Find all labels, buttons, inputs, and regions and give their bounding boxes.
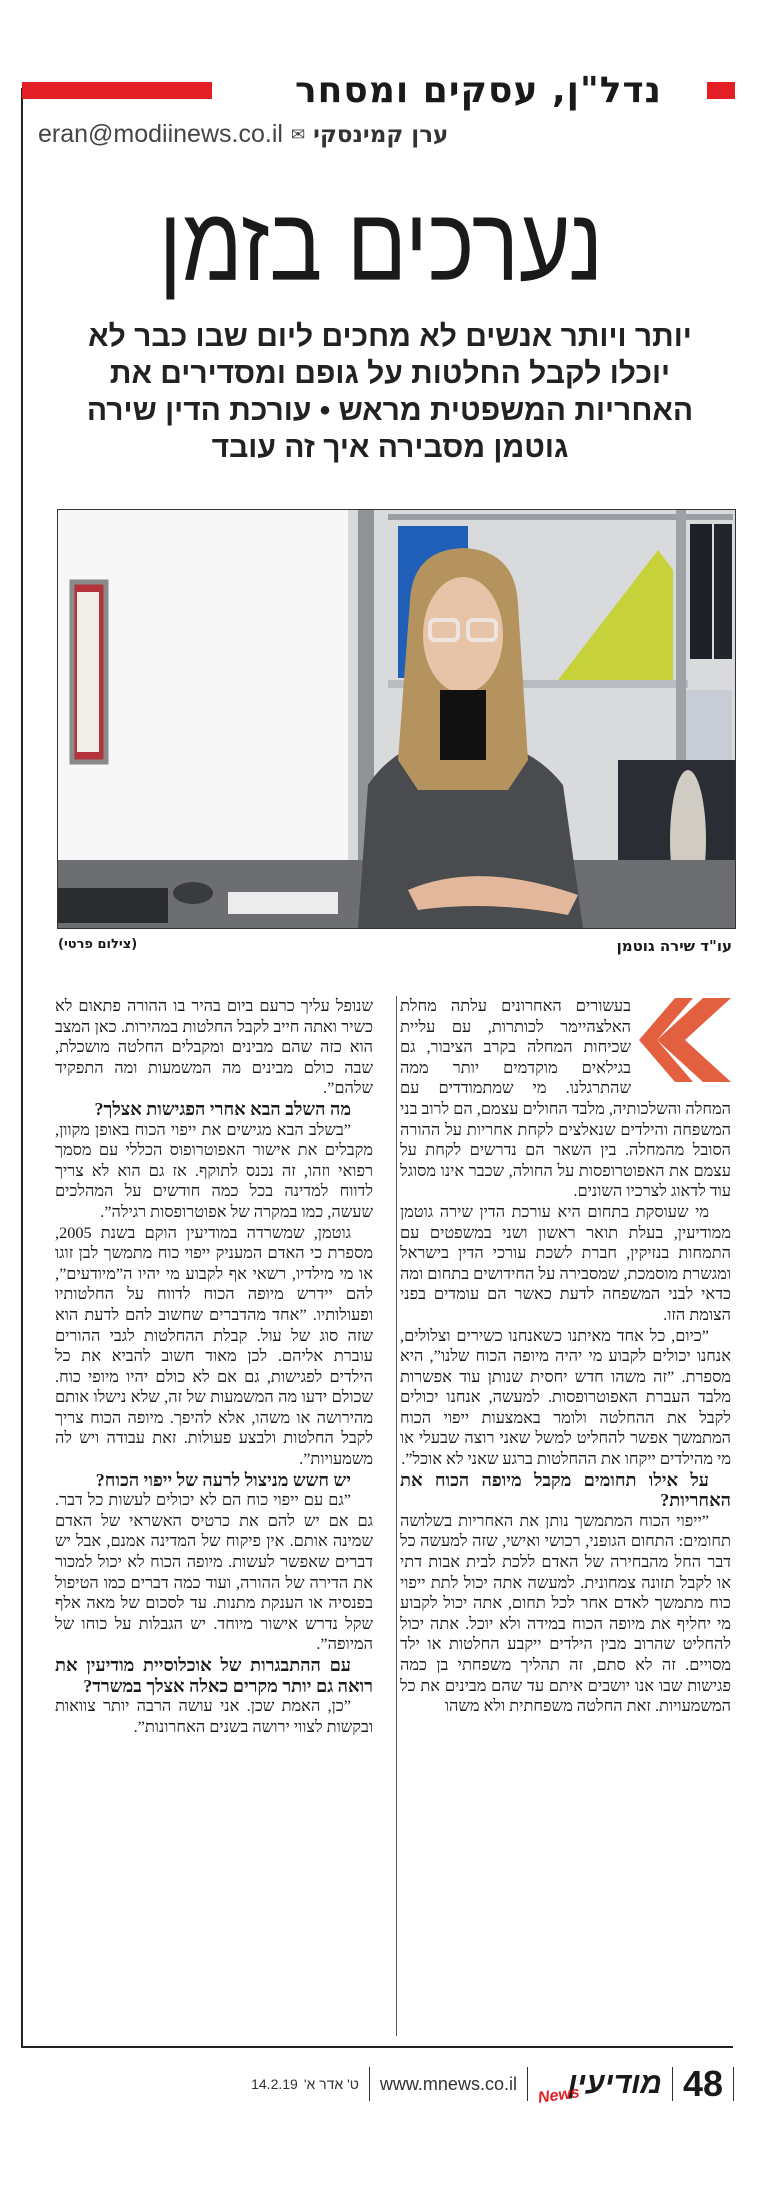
headline: נערכים בזמן [158, 187, 604, 303]
paragraph: גוטמן, שמשרדה במודיעין הוקם בשנת 2005, מספרת כי האדם המעניק ייפוי כוח מתמשך לבן זוגו או מי מילדיו, רשאי אף לקבוע מי יהיו ה”מיודעים”, להם יידרש מיופה הכוח לדווח על החלטותיו ופעולותיו. ”אחד מהדברים שחשוב להם לדעת הוא שזה סוג של עול. קבלת ההחלטות לגבי ההורים עוברת אליהם. לכן מאוד חשוב להביא את כל הילדים לפגישות, גם אם לא כולם יהיו מיופי כוח. שכולם ידעו מה המשמעות של זה, שלא נישלו אותם מהירושה או משהו, אלא להיפך. מיופה הכוח צריך לקבל החלטות ולבצע פעולות. זאת עבודה ויש לה משמעויות”. [55, 1222, 373, 1469]
page-frame-bottom [21, 2046, 733, 2048]
paragraph: מי שעוסקת בתחום היא עורכת הדין שירה גוטמן ממודיעין, בעלת תואר ראשון ושני במשפטים עם התמחות בנזיקין, חברת לשכת עורכי הדין בישראל ומגשרת מוסמכת, שמסבירה על החידושים בתחום ומה כדאי לבני המשפחה לדעת כאשר הם עומדים בפני הצומת הזו. [400, 1201, 731, 1324]
paragraph: ”כן, האמת שכן. אני עושה הרבה יותר צוואות ובקשות לצווי ירושה בשנים האחרונות”. [55, 1696, 373, 1736]
section-title: נדל"ן, עסקים ומסחר [294, 70, 662, 111]
face [423, 577, 503, 693]
envelope-icon: ✉ [290, 124, 306, 145]
article-column-left [55, 996, 373, 1737]
mouse [173, 882, 213, 904]
footer-divider [527, 2067, 528, 2101]
author-email[interactable]: eran@modiinews.co.il [38, 120, 283, 148]
footer-divider [733, 2067, 734, 2101]
page-number: 48 [682, 2063, 723, 2104]
subheadline: יותר ויותר אנשים לא מחכים ליום שבו כבר לא יוכלו לקבל החלטות על גופם ומסדירים את האחריות המשפטית מראש • עורכת הדין שירה גוטמן מסבירה איך זה עובד [86, 320, 694, 464]
gregorian-date: 14.2.19 [251, 2076, 298, 2092]
interview-question: מה השלב הבא אחרי הפגישות אצלך? [94, 1098, 351, 1119]
section-red-bar [22, 82, 212, 99]
paragraph: בעשורים האחרונים עלתה מחלת האלצהיימר לכותרות, עם עליית שכיחות המחלה בקרב הציבור, גם בגילאים מוקדמים יותר ממה שהתרגלנו. מי שמתמודדים עם המחלה והשלכותיה, מלבד החולים עצמם, הם לרוב בני המשפחה והילדים שנאלצים לקחת אחריות על ההורה הסובל מהמחלה. בין השאר הם נדרשים לקחת על עצמם את האפוטרופסות על החולה, שכבר אינו מסוגל עוד לדאוג לצרכיו השונים. [400, 996, 731, 1201]
paragraph: ”בשלב הבא מגישים את ייפוי הכוח באופן מקוון, מקבלים את אישור האפוטרופוס הכללי עם מסמך רפואי וזהו, זה נכנס לתוקף. אז גם הוא לא צריך לדווח למדינה בכל כמה חודשים על המהלכים שעשה, כמו במקרה של אפוטרופסות רגילה”. [55, 1119, 373, 1221]
paragraph: ”כיום, כל אחד מאיתנו כשאנחנו כשירים וצלולים, אנחנו יכולים לקבוע מי יהיה מיופה הכוח שלנו”, היא מספרת. ”זה משהו חדש יחסית שנותן עוד אפשרות מלבד העברת האפוטרופסות. למעשה, אנחנו יכולים לקבל את ההחלטה ולומר באמצעות ייפוי הכוח המתמשך אפשר להחליט למשל שאני רוצה שבעלי או מי מהילדים ייקחו את ההחלטות ברגע שאני לא אוכל”. [400, 1325, 731, 1469]
interview-question: על אילו תחומים מקבל מיופה הכוח את האחריות? [400, 1469, 731, 1511]
footer-divider [672, 2067, 673, 2101]
photo-credit: (צילום פרטי) [58, 937, 138, 952]
paragraph: ”גם עם ייפוי כוח הם לא יכולים לעשות כל דבר. גם אם יש להם את כרטיס האשראי של האדם שמינה אותם. אין פיקוח של המדינה אמנם, אבל יש דברים שאפשר לעשות. מיופה הכוח לא יכול למכור את הדירה של ההורה, ועוד כמה דברים כמו הטיפול בפנסיה או הענקת מתנות. עד לסכום של מאה אלף שקל נדרש אישור מיוחד. יש הגבלות על כוחו של המיופה”. [55, 1490, 373, 1654]
footer-divider [369, 2067, 370, 2101]
article-column-right [400, 996, 731, 1717]
keyboard [58, 888, 168, 923]
hebrew-date: ט' אדר א' [303, 2076, 359, 2092]
logo-news: News [536, 2084, 581, 2107]
byline [38, 120, 448, 149]
paragraph: שנופל עליך כרעם ביום בהיר בו ההורה פתאום לא כשיר ואתה חייב לקבל החלטות במהירות. כאן המצב הוא כזה שהם מבינים ומקבלים החלטה מושכלת, שבה כולם מבינים מה המשמעות ומה התפקיד שלהם”. [55, 996, 373, 1098]
author-name: ערן קמינסקי [313, 121, 449, 148]
site-url[interactable]: www.mnews.co.il [379, 2073, 517, 2094]
page-footer [251, 2063, 734, 2107]
article-photo [57, 509, 736, 929]
photo-caption: עו"ד שירה גוטמן [616, 937, 732, 955]
interview-question: יש חשש מניצול לרעה של ייפוי הכוח? [95, 1469, 351, 1490]
newspaper-logo [536, 2067, 662, 2107]
interview-question: עם ההתבגרות של אוכלוסיית מודיעין את רואה גם יותר מקרים כאלה אצלך במשרד? [55, 1655, 373, 1696]
paragraph: ”ייפוי הכוח המתמשך נותן את האחריות בשלושה תחומים: התחום הגופני, רכושי ואישי, שזה למעשה כל דבר החל מהבחירה של האדם ללכת לבית אבות דתי או לקבל תזונה צמחונית. למעשה אתה יכול לתת ייפוי כוח מתמשך לאדם אחר לכל תחום, אתה יכול לקבוע מי יחליף את מיופה הכוח במידה ולא יוכל. אתה יכול להחליט שהרוב מבין הילדים ייקבע החלטות או ילד מסויים. זה לא סתם, זה תהליך משפחתי בן כמה פגישות שבו אנו יושבים איתם עד שהם מבינים את כל המשמעויות. זאת החלטה משפחתית ולא משהו [400, 1510, 731, 1716]
photo-illustration [58, 510, 735, 928]
section-red-square [707, 82, 735, 99]
issue-date [251, 2076, 359, 2092]
page-frame-left [21, 88, 23, 2048]
logo-text: מודיעין [567, 2067, 662, 2100]
column-divider [396, 996, 397, 2036]
double-chevron-icon [639, 998, 731, 1082]
